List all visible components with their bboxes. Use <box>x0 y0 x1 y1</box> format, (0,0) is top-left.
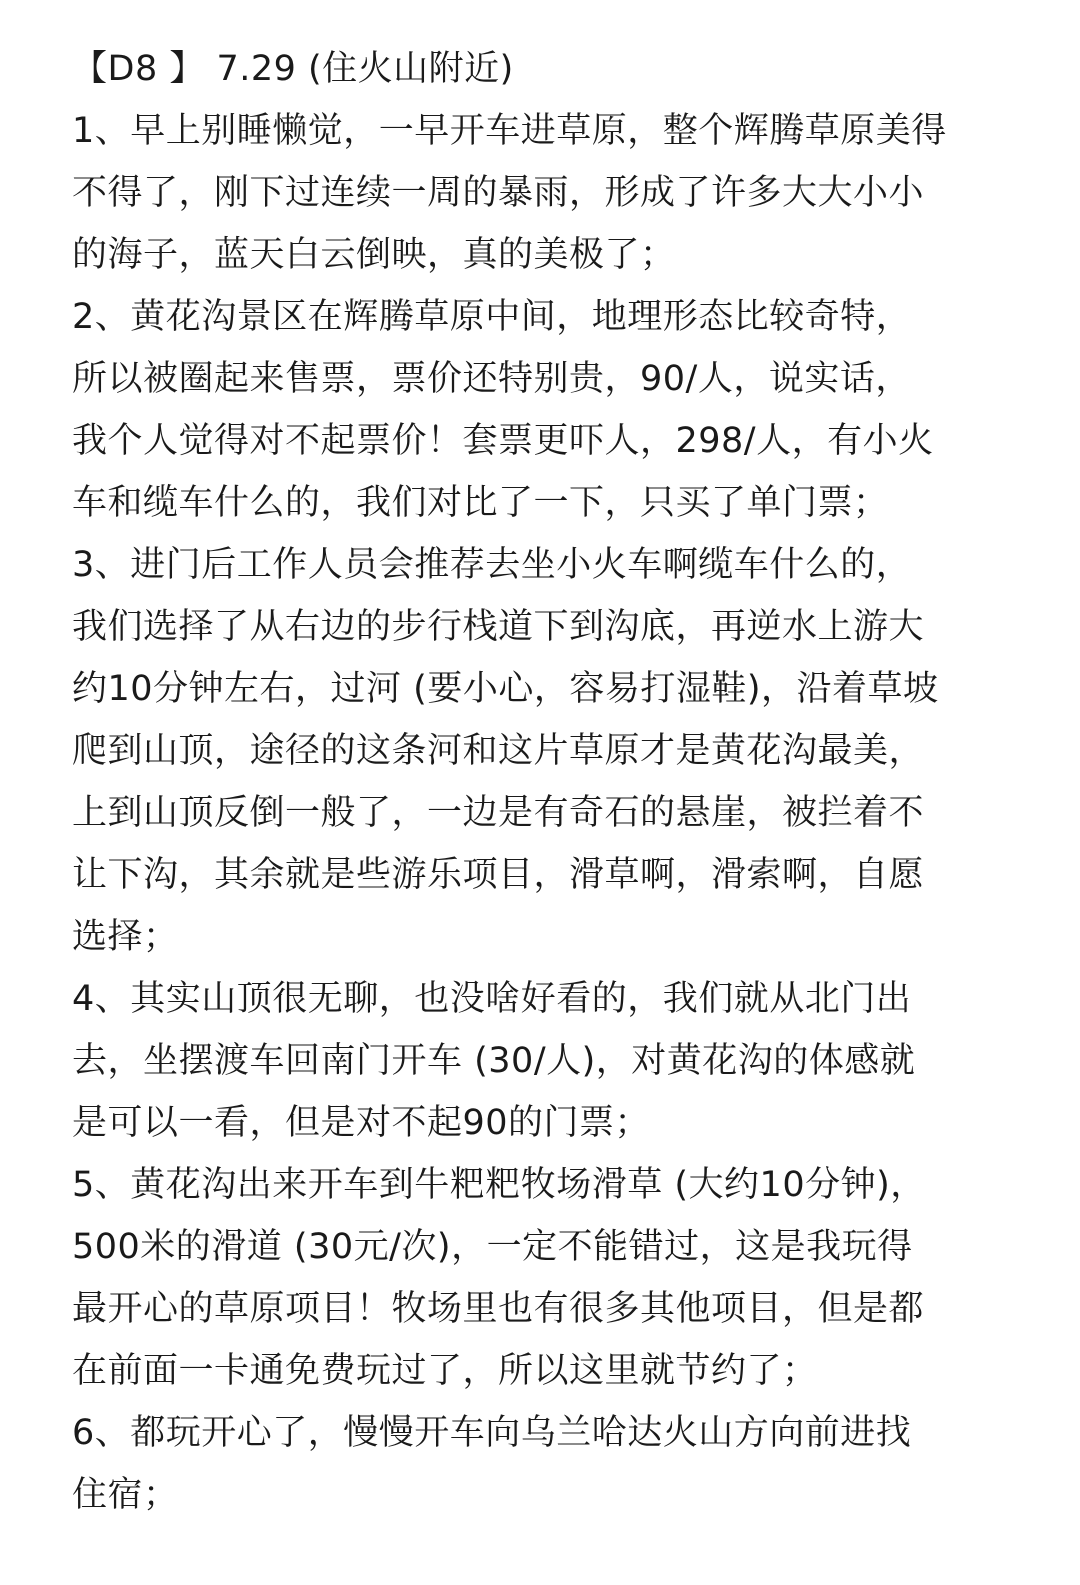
text-line: 6、都玩开心了，慢慢开车向乌兰哈达火山方向前进找 <box>72 1413 912 1453</box>
text-line: 的海子，蓝天白云倒映，真的美极了； <box>72 235 676 275</box>
text-line: 选择； <box>72 917 179 957</box>
text-line: 4、其实山顶很无聊，也没啥好看的，我们就从北门出 <box>72 979 912 1019</box>
text-line: 爬到山顶，途径的这条河和这片草原才是黄花沟最美， <box>72 731 925 771</box>
text-line: 最开心的草原项目！牧场里也有很多其他项目，但是都 <box>72 1289 925 1329</box>
text-line: 500米的滑道 (30元/次)，一定不能错过，这是我玩得 <box>72 1227 913 1267</box>
text-line: 5、黄花沟出来开车到牛粑粑牧场滑草 (大约10分钟)， <box>72 1165 926 1205</box>
text-line: 住宿； <box>72 1475 179 1515</box>
text-line: 1、早上别睡懒觉，一早开车进草原，整个辉腾草原美得 <box>72 111 947 151</box>
day-heading: 【D8 】 7.29 (住火山附近) <box>72 49 514 89</box>
text-line: 让下沟，其余就是些游乐项目，滑草啊，滑索啊，自愿 <box>72 855 925 895</box>
text-line: 是可以一看，但是对不起90的门票； <box>72 1103 651 1143</box>
text-line: 上到山顶反倒一般了，一边是有奇石的悬崖，被拦着不 <box>72 793 925 833</box>
text-line: 去，坐摆渡车回南门开车 (30/人)，对黄花沟的体感就 <box>72 1041 916 1081</box>
text-line: 约10分钟左右，过河 (要小心，容易打湿鞋)，沿着草坡 <box>72 669 939 709</box>
text-line: 3、进门后工作人员会推荐去坐小火车啊缆车什么的， <box>72 545 912 585</box>
text-line: 在前面一卡通免费玩过了，所以这里就节约了； <box>72 1351 818 1391</box>
text-line: 我个人觉得对不起票价！套票更吓人，298/人，有小火 <box>72 421 934 461</box>
text-line: 我们选择了从右边的步行栈道下到沟底，再逆水上游大 <box>72 607 925 647</box>
text-line: 不得了，刚下过连续一周的暴雨，形成了许多大大小小 <box>72 173 925 213</box>
text-line: 2、黄花沟景区在辉腾草原中间，地理形态比较奇特， <box>72 297 912 337</box>
text-line: 所以被圈起来售票，票价还特别贵，90/人，说实话， <box>72 359 911 399</box>
text-line: 车和缆车什么的，我们对比了一下，只买了单门票； <box>72 483 889 523</box>
note-body <box>72 38 1008 1526</box>
